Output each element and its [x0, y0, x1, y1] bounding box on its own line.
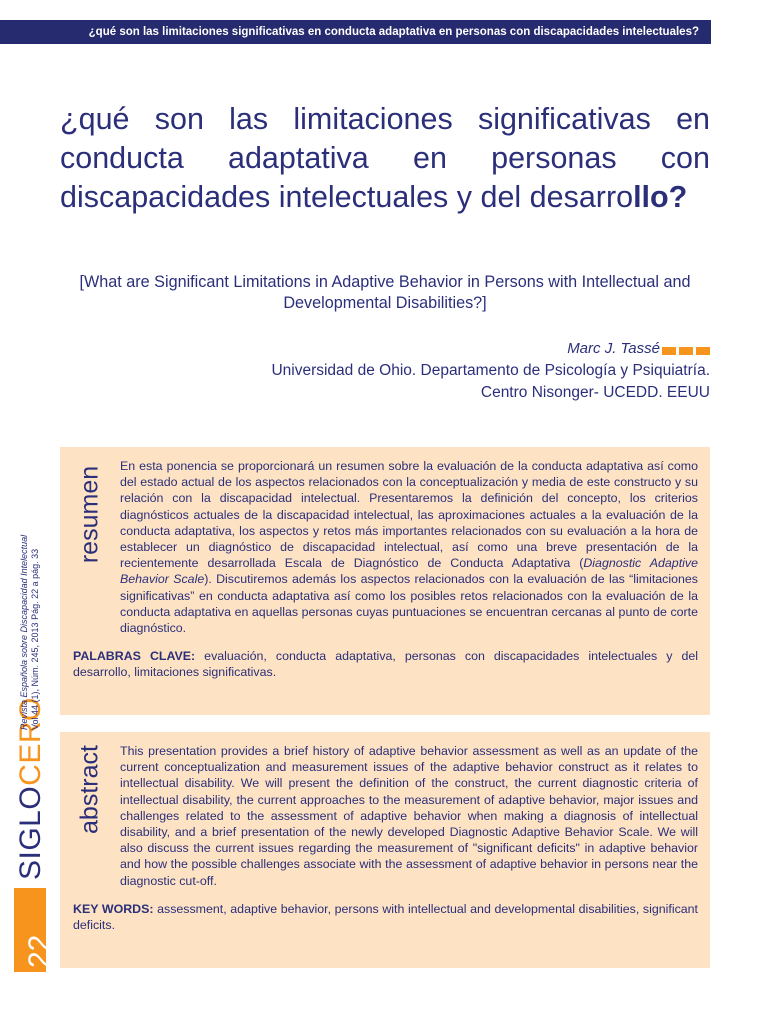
- running-header-title: ¿qué son las limitaciones significativas en conducta adaptativa en personas con discapacidades intelectuales?: [88, 26, 699, 38]
- resumen-label: resumen: [75, 465, 104, 564]
- orange-squares-decoration: [662, 343, 710, 355]
- page-number: 22: [23, 934, 56, 968]
- article-title: [60, 100, 710, 217]
- abstract-label: abstract: [75, 745, 104, 834]
- abstract-text: [73, 743, 698, 933]
- abstract-keywords: KEY WORDS: assessment, adaptive behavior, persons with intellectual and developmental disabilities, significant deficits.: [73, 901, 698, 933]
- article-title-main: ¿qué son las limitaciones significativas en conducta adaptativa en personas con discapacidades intelectuales y del desarro: [60, 102, 710, 214]
- running-header-bar: [0, 20, 711, 44]
- article-subtitle: [What are Significant Limitations in Adaptive Behavior in Persons with Intellectual and Developmental Disabilities?]: [79, 273, 691, 312]
- resumen-keywords: PALABRAS CLAVE: evaluación, conducta adaptativa, personas con discapacidades intelectuales y del desarrollo, limitaciones significativas.: [73, 649, 698, 680]
- affiliation-line-2: Centro Nisonger- UCEDD. EEUU: [480, 384, 710, 401]
- resumen-text: [73, 458, 698, 681]
- abstract-paragraph: This presentation provides a brief history of adaptive behavior assessment as well as an update of the current conceptualization and measurement issues of the adaptive behavior construct as it relates to intellectual disability. We will present the definition of the construct, the current diagnostic criteria of intellectual disability, the current approaches to the measurement of adaptive behavior, major issues and challenges related to the assessment of adaptive behavior when making a diagnosis of intellectual disability, and a brief presentation of the newly developed Diagnostic Adaptive Behavior Scale. We will also discuss the current issues regarding the measurement of "significant deficits" in adaptive behavior and how the possible challenges associate with the assessment of adaptive behavior in persons near the diagnostic cut-off.: [120, 744, 698, 888]
- resumen-paragraph: En esta ponencia se proporcionará un resumen sobre la evaluación de la conducta adaptativa así como del estado actual de los aspectos relacionados con la conceptualización y media de este constructo y su relación con la discapacidad intelectual. Presentaremos la definición del concepto, los criterios diagnósticos actuales de la discapacidad intelectual, las aproximaciones actuales a la evaluación de la conducta adaptativa, los aspectos y retos más importantes relacionados con su evaluación a la hora de establecer un diagnóstico de discapacidad intelectual, así como una breve presentación de la recientemente desarrollada Escala de Diagnóstico de Conducta Adaptativa (Diagnostic Adaptive Behavior Scale). Discutiremos además los aspectos relacionados con la evaluación de las “limitaciones significativas” en conducta adaptativa así como los posibles retos relacionados con la evaluación de la conducta adaptativa en aquellas personas cuyas puntuaciones se encuentran cercanas al punto de corte diagnóstico.: [120, 459, 698, 636]
- journal-name: SIGLOCERO: [14, 697, 47, 880]
- author-name: Marc J. Tassé: [567, 340, 660, 357]
- journal-info: [19, 535, 40, 730]
- journal-info-line-2: Vol 44 (1), Núm. 245, 2013 Pág. 22 a pág. 33: [29, 548, 40, 730]
- author-line: [567, 340, 710, 357]
- page-number-block: [14, 888, 56, 972]
- article-title-end: llo?: [633, 180, 688, 214]
- affiliation-line-1: Universidad de Ohio. Departamento de Psicología y Psiquiatría.: [271, 362, 710, 379]
- author-affiliation: [271, 360, 710, 404]
- journal-info-line-1: Revista Española sobre Discapacidad Intelectual: [19, 534, 29, 730]
